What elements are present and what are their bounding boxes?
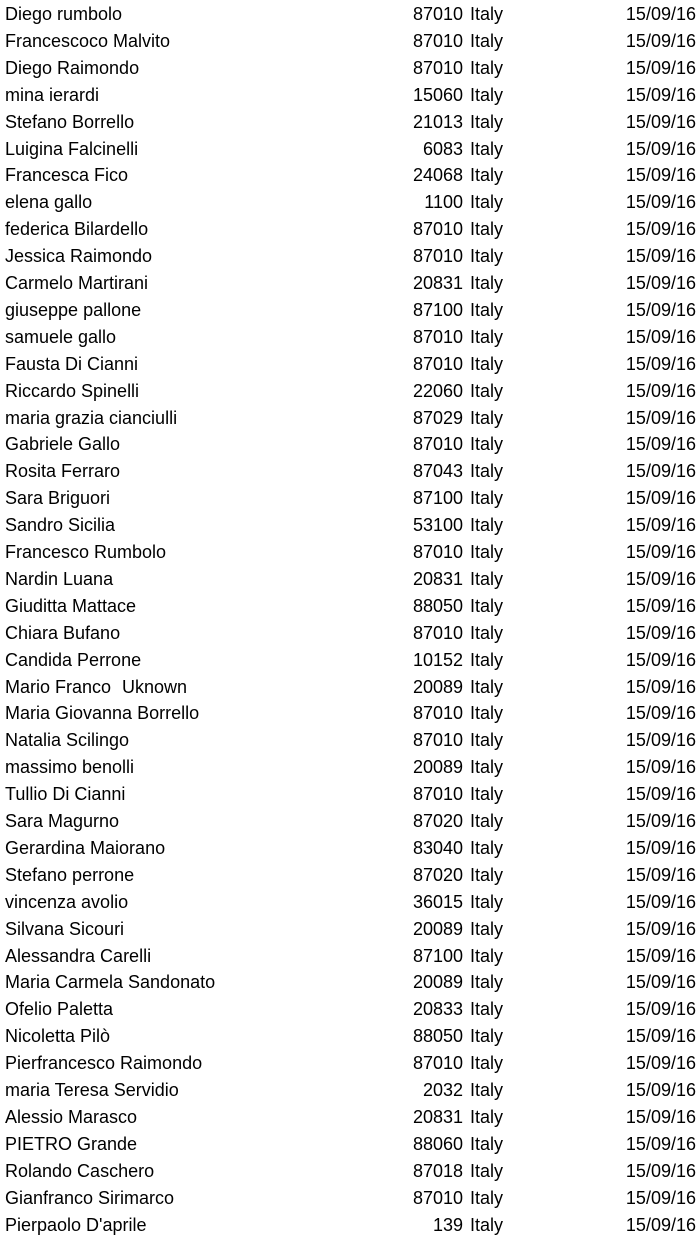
name-cell[interactable]: Maria Carmela Sandonato <box>5 972 216 993</box>
country-cell[interactable]: Italy <box>470 165 504 186</box>
postal-code-cell[interactable]: 21013 <box>412 111 463 132</box>
country-cell[interactable]: Italy <box>470 138 504 159</box>
date-cell[interactable]: 15/09/16 <box>625 1187 696 1208</box>
table-row[interactable] <box>0 458 700 485</box>
postal-code-cell[interactable]: 87010 <box>412 434 463 455</box>
country-cell[interactable]: Italy <box>470 111 504 132</box>
name-cell[interactable]: Pierpaolo D'aprile <box>5 1214 147 1235</box>
table-row[interactable] <box>0 82 700 109</box>
table-row[interactable] <box>0 727 700 754</box>
date-cell[interactable]: 15/09/16 <box>625 784 696 805</box>
postal-code-cell[interactable]: 87100 <box>412 945 463 966</box>
country-cell[interactable]: Italy <box>470 757 504 778</box>
date-cell[interactable]: 15/09/16 <box>625 1080 696 1100</box>
date-cell[interactable]: 15/09/16 <box>625 891 696 912</box>
country-cell[interactable]: Italy <box>470 192 504 213</box>
postal-code-cell[interactable]: 20089 <box>412 676 463 697</box>
country-cell[interactable]: Italy <box>470 326 504 347</box>
table-row[interactable] <box>0 324 700 351</box>
date-cell[interactable]: 15/09/16 <box>625 918 696 939</box>
postal-code-cell[interactable]: 87100 <box>412 488 463 509</box>
name-cell[interactable]: Jessica Raimondo <box>5 246 153 267</box>
country-cell[interactable]: Italy <box>470 784 504 805</box>
table-row[interactable] <box>0 351 700 378</box>
date-cell[interactable]: 15/09/16 <box>625 461 696 482</box>
postal-code-cell[interactable]: 87010 <box>412 57 463 78</box>
date-cell[interactable]: 15/09/16 <box>625 192 696 213</box>
date-cell[interactable]: 15/09/16 <box>625 30 696 51</box>
table-row[interactable] <box>0 835 700 862</box>
table-row[interactable] <box>0 1023 700 1050</box>
name-cell[interactable]: Nardin Luana <box>5 568 114 589</box>
name-cell[interactable]: Carmelo Martirani <box>5 273 149 293</box>
name-cell[interactable]: Rolando Caschero <box>5 1160 155 1181</box>
table-row[interactable] <box>0 243 700 270</box>
country-cell[interactable]: Italy <box>470 703 504 724</box>
name-cell[interactable]: Alessandra Carelli <box>5 945 152 966</box>
date-cell[interactable]: 15/09/16 <box>625 165 696 186</box>
country-cell[interactable]: Italy <box>470 568 504 589</box>
table-row[interactable] <box>0 512 700 539</box>
country-cell[interactable]: Italy <box>470 515 504 536</box>
name-cell[interactable]: Gerardina Maiorano <box>5 837 166 858</box>
country-cell[interactable]: Italy <box>470 219 504 240</box>
table-row[interactable] <box>0 1158 700 1185</box>
table-row[interactable] <box>0 916 700 943</box>
date-cell[interactable]: 15/09/16 <box>625 1053 696 1074</box>
country-cell[interactable]: Italy <box>470 1026 504 1047</box>
table-row[interactable] <box>0 889 700 916</box>
name-cell[interactable]: PIETRO Grande <box>5 1133 138 1154</box>
table-row[interactable] <box>0 1131 700 1158</box>
country-cell[interactable]: Italy <box>470 622 504 643</box>
table-row[interactable] <box>0 539 700 566</box>
country-cell[interactable]: Italy <box>470 1214 504 1235</box>
country-cell[interactable]: Italy <box>470 837 504 858</box>
date-cell[interactable]: 15/09/16 <box>625 1026 696 1047</box>
postal-code-cell[interactable]: 88050 <box>412 1026 463 1047</box>
name-cell[interactable]: federica Bilardello <box>5 219 149 240</box>
name-cell[interactable]: Gabriele Gallo <box>5 434 121 455</box>
postal-code-cell[interactable]: 139 <box>432 1214 463 1235</box>
table-row[interactable] <box>0 189 700 216</box>
table-row[interactable] <box>0 1104 700 1131</box>
name-cell[interactable]: Luigina Falcinelli <box>5 138 139 159</box>
country-cell[interactable]: Italy <box>470 57 504 78</box>
table-row[interactable] <box>0 754 700 781</box>
date-cell[interactable]: 15/09/16 <box>625 649 696 670</box>
country-cell[interactable]: Italy <box>470 407 504 428</box>
date-cell[interactable]: 15/09/16 <box>625 595 696 616</box>
country-cell[interactable]: Italy <box>470 84 504 105</box>
name-cell[interactable]: samuele gallo <box>5 326 117 347</box>
country-cell[interactable]: Italy <box>470 299 504 320</box>
table-row[interactable] <box>0 431 700 458</box>
date-cell[interactable]: 15/09/16 <box>625 811 696 831</box>
name-cell[interactable]: Francesco Rumbolo <box>5 542 167 562</box>
name-cell[interactable]: Maria Giovanna Borrello <box>5 703 200 724</box>
country-cell[interactable]: Italy <box>470 380 504 401</box>
country-cell[interactable]: Italy <box>470 864 504 885</box>
date-cell[interactable]: 15/09/16 <box>625 972 696 993</box>
country-cell[interactable]: Italy <box>470 353 504 374</box>
country-cell[interactable]: Italy <box>470 891 504 912</box>
name-cell[interactable]: Nicoletta Pilò <box>5 1026 111 1047</box>
table-row[interactable] <box>0 1 700 28</box>
postal-code-cell[interactable]: 87010 <box>412 1187 463 1208</box>
country-cell[interactable]: Italy <box>470 1160 504 1181</box>
postal-code-cell[interactable]: 53100 <box>412 515 463 536</box>
name-cell[interactable]: Tullio Di Cianni <box>5 784 126 805</box>
date-cell[interactable]: 15/09/16 <box>625 219 696 240</box>
date-cell[interactable]: 15/09/16 <box>625 138 696 159</box>
table-row[interactable] <box>0 216 700 243</box>
name-cell[interactable]: Natalia Scilingo <box>5 730 130 751</box>
postal-code-cell[interactable]: 83040 <box>412 837 463 858</box>
country-cell[interactable]: Italy <box>470 945 504 966</box>
date-cell[interactable]: 15/09/16 <box>625 757 696 778</box>
date-cell[interactable]: 15/09/16 <box>625 622 696 643</box>
postal-code-cell[interactable]: 24068 <box>412 165 463 186</box>
postal-code-cell[interactable]: 87020 <box>412 864 463 885</box>
table-row[interactable] <box>0 808 700 835</box>
date-cell[interactable]: 15/09/16 <box>625 515 696 536</box>
table-row[interactable] <box>0 700 700 727</box>
postal-code-cell[interactable]: 87010 <box>412 622 463 643</box>
country-cell[interactable]: Italy <box>470 1080 504 1100</box>
country-cell[interactable]: Italy <box>470 434 504 455</box>
country-cell[interactable]: Italy <box>470 461 504 482</box>
date-cell[interactable]: 15/09/16 <box>625 542 696 562</box>
postal-code-cell[interactable]: 87010 <box>412 784 463 805</box>
country-cell[interactable]: Italy <box>470 676 504 697</box>
name-cell[interactable]: Silvana Sicouri <box>5 918 125 939</box>
name-cell[interactable]: mina ierardi <box>5 84 100 105</box>
postal-code-cell[interactable]: 1100 <box>424 192 463 213</box>
country-cell[interactable]: Italy <box>470 999 504 1020</box>
name-cell[interactable]: Diego Raimondo <box>5 57 140 78</box>
country-cell[interactable]: Italy <box>470 595 504 616</box>
country-cell[interactable]: Italy <box>470 273 504 293</box>
postal-code-cell[interactable]: 22060 <box>412 380 463 401</box>
date-cell[interactable]: 15/09/16 <box>625 353 696 374</box>
name-cell[interactable]: Sara Magurno <box>5 811 120 831</box>
date-cell[interactable]: 15/09/16 <box>625 111 696 132</box>
name-cell[interactable]: Gianfranco Sirimarco <box>5 1187 175 1208</box>
country-cell[interactable]: Italy <box>470 1053 504 1074</box>
table-row[interactable] <box>0 405 700 432</box>
name-cell[interactable]: Mario Franco <box>5 676 112 697</box>
table-row[interactable] <box>0 28 700 55</box>
table-row[interactable] <box>0 55 700 82</box>
date-cell[interactable]: 15/09/16 <box>625 837 696 858</box>
date-cell[interactable]: 15/09/16 <box>625 326 696 347</box>
name-cell[interactable]: Sandro Sicilia <box>5 515 116 536</box>
table-row[interactable] <box>0 270 700 297</box>
postal-code-cell[interactable]: 87010 <box>412 30 463 51</box>
name-cell[interactable]: giuseppe pallone <box>5 299 142 320</box>
date-cell[interactable]: 15/09/16 <box>625 246 696 267</box>
country-cell[interactable]: Italy <box>470 730 504 751</box>
date-cell[interactable]: 15/09/16 <box>625 434 696 455</box>
postal-code-cell[interactable]: 88060 <box>412 1133 463 1154</box>
postal-code-cell[interactable]: 15060 <box>412 84 463 105</box>
date-cell[interactable]: 15/09/16 <box>625 864 696 885</box>
date-cell[interactable]: 15/09/16 <box>625 57 696 78</box>
table-row[interactable] <box>0 162 700 189</box>
table-row[interactable] <box>0 647 700 674</box>
name-cell[interactable]: massimo benolli <box>5 757 135 778</box>
postal-code-cell[interactable]: 20089 <box>412 757 463 778</box>
table-row[interactable] <box>0 943 700 970</box>
country-cell[interactable]: Italy <box>470 488 504 509</box>
postal-code-cell[interactable]: 87100 <box>412 299 463 320</box>
name-cell[interactable]: vincenza avolio <box>5 891 129 912</box>
date-cell[interactable]: 15/09/16 <box>625 568 696 589</box>
name-cell[interactable]: Sara Briguori <box>5 488 111 509</box>
date-cell[interactable]: 15/09/16 <box>625 299 696 320</box>
postal-code-cell[interactable]: 20833 <box>412 999 463 1020</box>
table-row[interactable] <box>0 378 700 405</box>
postal-code-cell[interactable]: 87020 <box>412 811 463 831</box>
table-row[interactable] <box>0 1077 700 1104</box>
name-cell[interactable]: maria grazia cianciulli <box>5 407 178 428</box>
name-cell[interactable]: Rosita Ferraro <box>5 461 121 482</box>
postal-code-cell[interactable]: 87010 <box>412 542 463 562</box>
table-row[interactable] <box>0 593 700 620</box>
country-cell[interactable]: Italy <box>470 1133 504 1154</box>
table-row[interactable] <box>0 969 700 996</box>
name-cell[interactable]: Candida Perrone <box>5 649 142 670</box>
name-cell[interactable]: Stefano perrone <box>5 864 135 885</box>
postal-code-cell[interactable]: 87018 <box>412 1160 463 1181</box>
country-cell[interactable]: Italy <box>470 542 504 562</box>
postal-code-cell[interactable]: 87043 <box>412 461 463 482</box>
country-cell[interactable]: Italy <box>470 811 504 831</box>
country-cell[interactable]: Italy <box>470 4 504 24</box>
postal-code-cell[interactable]: 87010 <box>412 219 463 240</box>
date-cell[interactable]: 15/09/16 <box>625 945 696 966</box>
postal-code-cell[interactable]: 2032 <box>422 1080 463 1100</box>
table-row[interactable] <box>0 485 700 512</box>
postal-code-cell[interactable]: 20831 <box>412 568 463 589</box>
postal-code-cell[interactable]: 10152 <box>412 649 463 670</box>
date-cell[interactable]: 15/09/16 <box>625 1160 696 1181</box>
country-cell[interactable]: Italy <box>470 972 504 993</box>
table-row[interactable] <box>0 109 700 136</box>
name-cell[interactable]: Pierfrancesco Raimondo <box>5 1053 203 1074</box>
postal-code-cell[interactable]: 88050 <box>412 595 463 616</box>
table-row[interactable] <box>0 620 700 647</box>
country-cell[interactable]: Italy <box>470 649 504 670</box>
postal-code-cell[interactable]: 87010 <box>412 246 463 267</box>
date-cell[interactable]: 15/09/16 <box>625 4 696 24</box>
postal-code-cell[interactable]: 6083 <box>422 138 463 159</box>
table-row[interactable] <box>0 1050 700 1077</box>
date-cell[interactable]: 15/09/16 <box>625 1133 696 1154</box>
postal-code-cell[interactable]: 87010 <box>412 730 463 751</box>
name-cell[interactable]: elena gallo <box>5 192 93 213</box>
table-row[interactable] <box>0 1185 700 1212</box>
date-cell[interactable]: 15/09/16 <box>625 407 696 428</box>
name-cell[interactable]: Francesca Fico <box>5 165 129 186</box>
postal-code-cell[interactable]: 87029 <box>412 407 463 428</box>
postal-code-cell[interactable]: 87010 <box>412 1053 463 1074</box>
table-row[interactable] <box>0 136 700 163</box>
name-cell[interactable]: maria Teresa Servidio <box>5 1080 179 1100</box>
name-cell[interactable]: Stefano Borrello <box>5 111 135 132</box>
date-cell[interactable]: 15/09/16 <box>625 488 696 509</box>
date-cell[interactable]: 15/09/16 <box>625 676 696 697</box>
date-cell[interactable]: 15/09/16 <box>625 730 696 751</box>
name-cell[interactable]: Riccardo Spinelli <box>5 380 140 401</box>
table-row[interactable] <box>0 674 700 701</box>
name-cell[interactable]: Fausta Di Cianni <box>5 353 139 374</box>
table-row[interactable] <box>0 862 700 889</box>
country-cell[interactable]: Italy <box>470 1106 504 1127</box>
country-cell[interactable]: Italy <box>470 246 504 267</box>
postal-code-cell[interactable]: 20831 <box>412 1106 463 1127</box>
country-cell[interactable]: Italy <box>470 30 504 51</box>
name-cell[interactable]: Diego rumbolo <box>5 4 123 24</box>
name-cell[interactable]: Ofelio Paletta <box>5 999 114 1020</box>
date-cell[interactable]: 15/09/16 <box>625 703 696 724</box>
name-overflow-cell[interactable]: Uknown <box>122 676 188 697</box>
table-row[interactable] <box>0 1212 700 1238</box>
postal-code-cell[interactable]: 87010 <box>412 703 463 724</box>
postal-code-cell[interactable]: 87010 <box>412 353 463 374</box>
postal-code-cell[interactable]: 87010 <box>412 4 463 24</box>
name-cell[interactable]: Giuditta Mattace <box>5 595 137 616</box>
table-row[interactable] <box>0 996 700 1023</box>
name-cell[interactable]: Alessio Marasco <box>5 1106 138 1127</box>
table-row[interactable] <box>0 781 700 808</box>
country-cell[interactable]: Italy <box>470 1187 504 1208</box>
postal-code-cell[interactable]: 36015 <box>412 891 463 912</box>
country-cell[interactable]: Italy <box>470 918 504 939</box>
postal-code-cell[interactable]: 20089 <box>412 972 463 993</box>
date-cell[interactable]: 15/09/16 <box>625 273 696 293</box>
name-cell[interactable]: Francescoco Malvito <box>5 30 171 51</box>
date-cell[interactable]: 15/09/16 <box>625 1214 696 1235</box>
date-cell[interactable]: 15/09/16 <box>625 999 696 1020</box>
date-cell[interactable]: 15/09/16 <box>625 1106 696 1127</box>
table-row[interactable] <box>0 566 700 593</box>
postal-code-cell[interactable]: 20831 <box>412 273 463 293</box>
table-row[interactable] <box>0 297 700 324</box>
date-cell[interactable]: 15/09/16 <box>625 380 696 401</box>
postal-code-cell[interactable]: 87010 <box>412 326 463 347</box>
name-cell[interactable]: Chiara Bufano <box>5 622 121 643</box>
date-cell[interactable]: 15/09/16 <box>625 84 696 105</box>
postal-code-cell[interactable]: 20089 <box>412 918 463 939</box>
